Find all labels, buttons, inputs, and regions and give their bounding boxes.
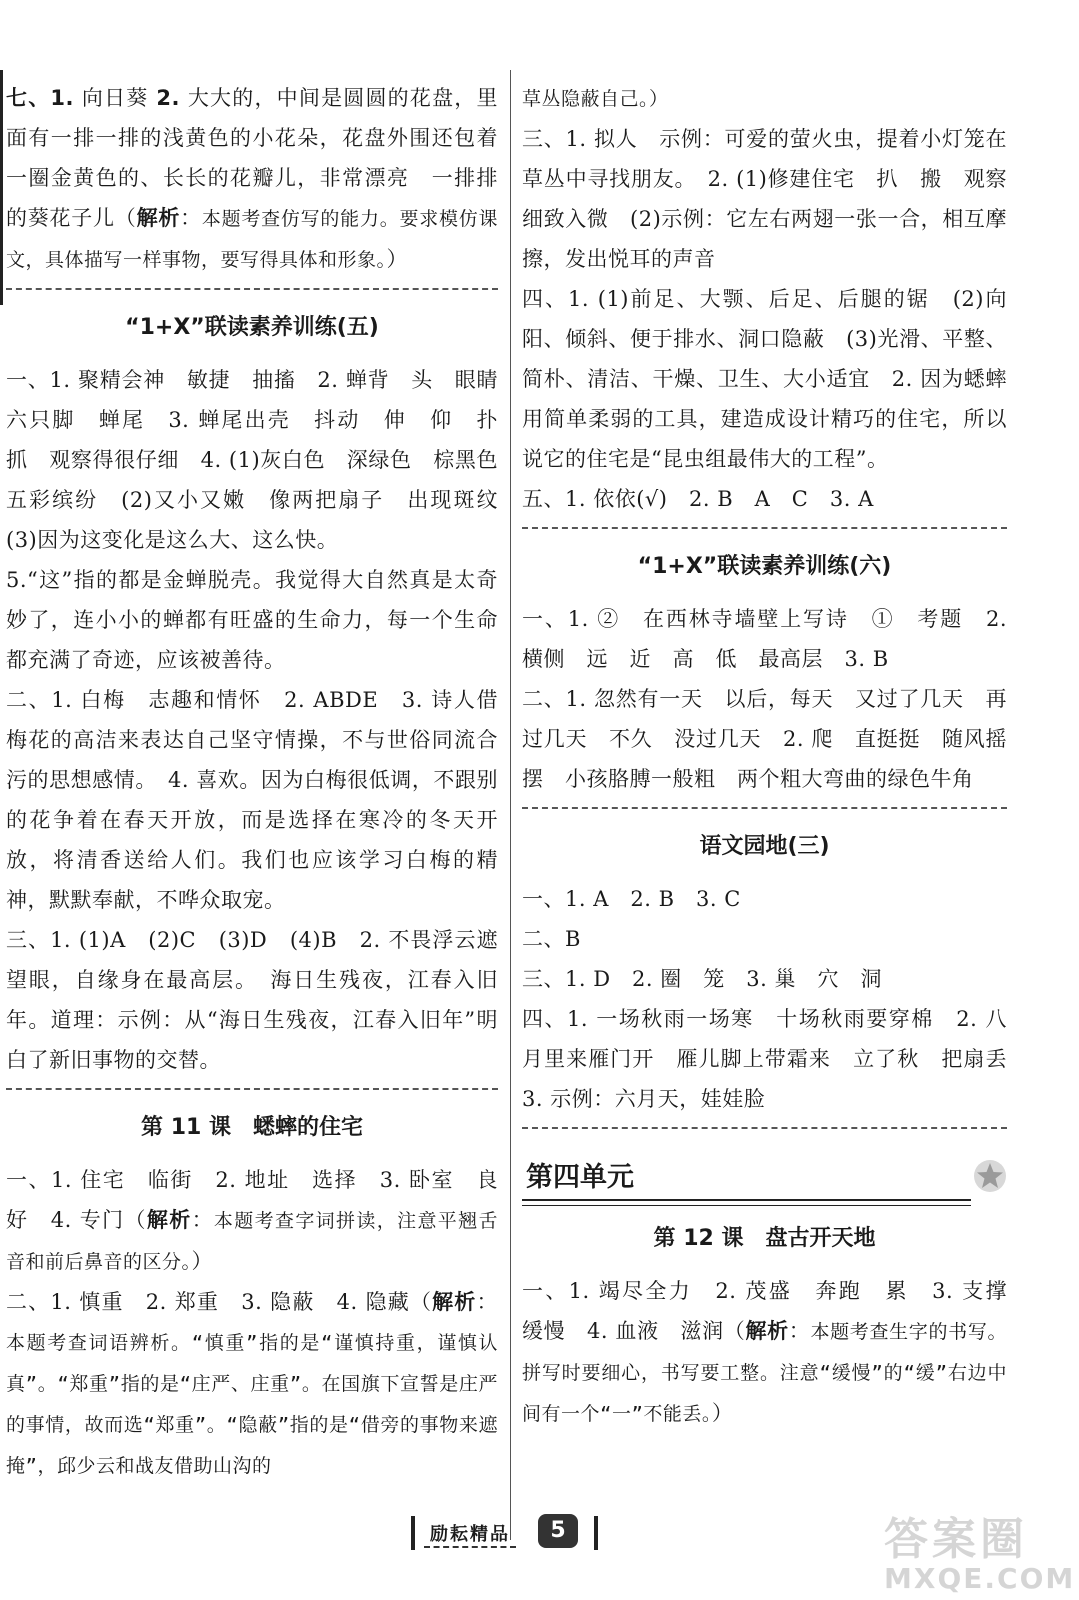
divider [522,807,1007,809]
lesson-11-part-4: 四、1. (1)前足、大颚、后足、后腿的锯 (2)向阳、倾斜、便于排水、洞口隐蔽 (3)光滑、平整、简朴、清洁、干燥、卫生、大小适宜 2. 因为蟋蟀用简单柔弱的工具，建造成设计精巧的住宅，所以说它的住宅是“昆虫组最伟大的工程”。 [522,287,1007,471]
training-5-part-2: 二、1. 白梅 志趣和情怀 2. ABDE 3. 诗人借梅花的高洁来表达自己坚守情操，不与世俗同流合污的思想感情。 4. 喜欢。因为白梅很低调，不跟别的花争着在春天开放，而是选择在寒冷的冬天开放，将清香送给人们。我们也应该学习白梅的精神，默默奉献，不哗众取宠。 [6,688,498,912]
page-number: 5 [538,1514,578,1548]
lesson-12-part-1: 一、1. 竭尽全力 2. 茂盛 奔跑 累 3. 支撑 缓慢 4. 血液 滋润（解析：本题考查生字的书写。拼写时要细心，书写要工整。注意“缓慢”的“缓”右边中间有一个“一”不能丢。） [522,1279,1029,1425]
training-6-part-2: 二、1. 忽然有一天 以后，每天 又过了几天 再过几天 不久 没过几天 2. 爬 直挺挺 随风摇摆 小孩胳膊一般粗 两个粗大弯曲的绿色牛角 [522,687,1007,791]
left-column [6,78,520,1486]
divider [6,288,498,290]
garden-part-4: 四、1. 一场秋雨一场寒 十场秋雨要穿棉 2. 八月里来雁门开 雁儿脚上带霜来 立了秋 把扇丢 3. 示例：六月天，娃娃脸 [522,1007,1029,1111]
watermark: 答案圈 MXQE.COM [884,1514,1076,1595]
garden-part-2: 二、B [522,927,581,951]
training-6-part-1: 一、1. ② 在西林寺墙壁上写诗 ① 考题 2. 横侧 远 近 高 低 最高层 3. B [522,607,1007,671]
right-column [522,78,1029,1434]
heading-chinese-garden-3: 语文园地(三) [699,834,830,859]
garden-part-1: 一、1. A 2. B 3. C [522,887,741,911]
brand-logo: 励耘精品 [424,1520,516,1548]
garden-part-3: 三、1. D 2. 圈 笼 3. 巢 穴 洞 [522,967,882,991]
star-icon [973,1159,1007,1193]
column-divider [510,70,511,1540]
unit-title: 第四单元 [526,1162,634,1193]
divider [522,1127,1007,1129]
lesson-11-part-1: 一、1. 住宅 临街 2. 地址 选择 3. 卧室 良好 4. 专门（解析：本题考查字词拼读，注意平翘舌音和前后鼻音的区分。） [6,1168,499,1273]
divider [522,527,1007,529]
training-5-part-1-q5: 5.“这”指的都是金蝉脱壳。我觉得大自然真是太奇妙了，连小小的蝉都有旺盛的生命力，每一个生命都充满了奇迹，应该被善待。 [6,568,498,672]
lesson-11-part-2-continued: 草丛隐蔽自己。） [522,88,669,110]
divider [6,1088,498,1090]
unit-4-header [522,1155,1007,1201]
heading-lesson-12: 第 12 课 盘古开天地 [653,1226,876,1251]
heading-lesson-11: 第 11 课 蟋蟀的住宅 [141,1115,363,1140]
heading-training-6: “1+X”联读素养训练(六) [637,554,892,579]
training-5-part-1: 一、1. 聚精会神 敏捷 抽搐 2. 蝉背 头 眼睛 六只脚 蝉尾 3. 蝉尾出壳 抖动 伸 仰 扑 抓 观察得很仔细 4. (1)灰白色 深绿色 棕黑色 五彩缤纷 (2)又小又嫩 像两把扇子 出现斑纹 (3)因为这变化是这么大、这么快。 [6,368,520,552]
lesson-11-part-2: 二、1. 慎重 2. 郑重 3. 隐蔽 4. 隐藏（解析：本题考查词语辨析。“慎重”指的是“谨慎持重，谨慎认真”。“郑重”指的是“庄严、庄重”。在国旗下宣誓是庄严的事情，故而选“郑重”。“隐蔽”指的是“借旁的事物来遮掩”，邱少云和战友借助山沟的 [6,1290,498,1477]
heading-training-5: “1+X”联读素养训练(五) [125,315,379,340]
lesson-11-part-3: 三、1. 拟人 示例：可爱的萤火虫，提着小灯笼在草丛中寻找朋友。 2. (1)修建住宅 扒 搬 观察细致入微 (2)示例：它左右两翅一张一合，相互摩擦，发出悦耳的声音 [522,127,1007,271]
training-5-part-3: 三、1. (1)A (2)C (3)D (4)B 2. 不畏浮云遮望眼，自缘身在最高层。 海日生残夜，江春入旧年。道理：示例：从“海日生残夜，江春入旧年”明白了新旧事物的交替。 [6,928,498,1072]
left-margin-bar [0,70,3,305]
section-7-answers: 七、1. 向日葵 2. 大大的，中间是圆圆的花盘，里面有一排一排的浅黄色的小花朵，花盘外围还包着一圈金黄色的、长长的花瓣儿，非常漂亮 一排排的葵花子儿（解析：本题考查仿写的能力。要求模仿课文，具体描写一样事物，要写得具体和形象。） [6,86,499,271]
lesson-11-part-5: 五、1. 依依(√) 2. B A C 3. A [522,487,874,511]
